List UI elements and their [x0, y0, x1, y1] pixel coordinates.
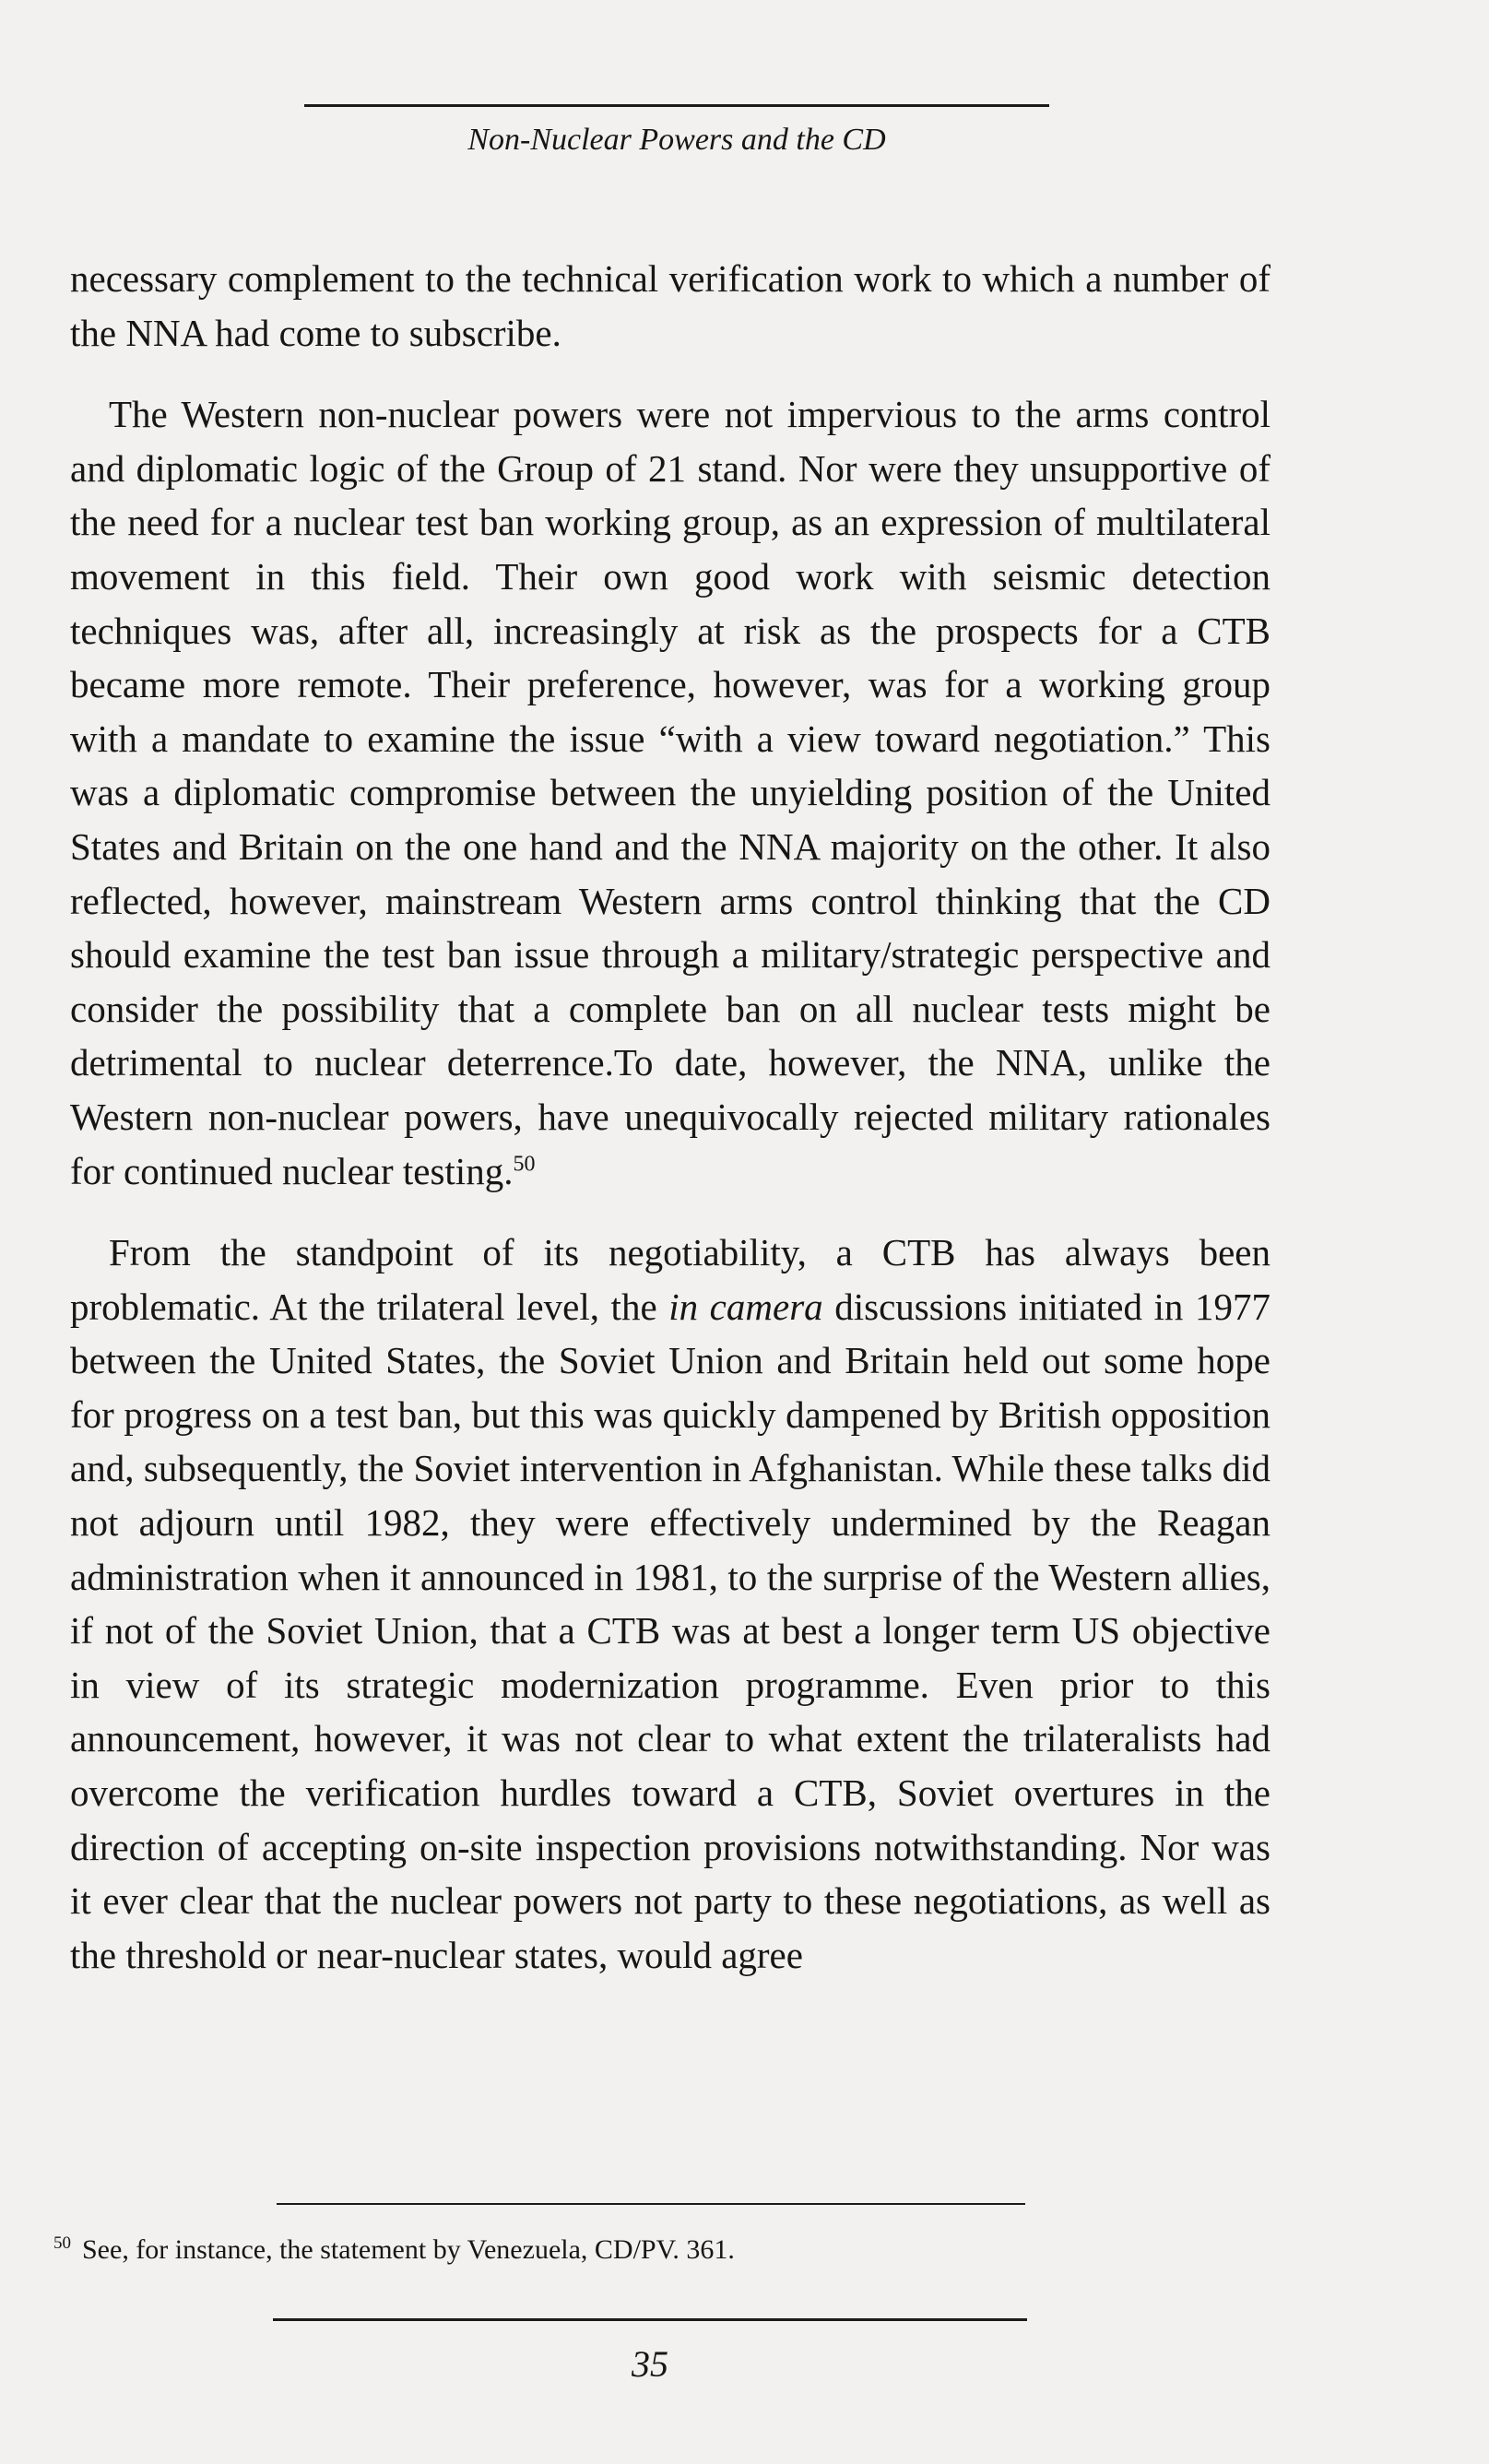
paragraph-1 [70, 252, 1270, 360]
paragraph-2 [70, 387, 1270, 1198]
paragraph-2-text: The Western non-nuclear powers were not impervious to the arms control and diplomatic logic of the Group of 21 stand. Nor were they unsupportive of the need for a nuclear test ban working group, as an expression of multilateral movement in this field. Their own good work with seismic detection techniques was, after all, increasingly at risk as the prospects for a CTB became more remote. Their preference, however, was for a working group with a mandate to examine the issue “with a view toward negotiation.” This was a diplomatic compromise between the unyielding position of the United States and Britain on the one hand and the NNA majority on the other. It also reflected, however, mainstream Western arms control thinking that the CD should examine the test ban issue through a military/strategic perspective and consider the possibility that a complete ban on all nuclear tests might be detrimental to nuclear deterrence.To date, however, the NNA, unlike the Western non-nuclear powers, have unequivocally rejected military rationales for continued nuclear testing. [70, 393, 1270, 1192]
paragraph-3-italic-phrase: in camera [668, 1285, 823, 1328]
footnote-number: 50 [53, 2233, 71, 2253]
footnote-text: See, for instance, the statement by Venezuela, CD/PV. 361. [82, 2234, 735, 2265]
page-number: 35 [632, 2343, 668, 2385]
paragraph-3 [70, 1226, 1270, 1982]
header-rule [304, 104, 1049, 107]
paragraph-3-text-start: From the standpoint of its negotiability, a CTB has always been problematic. At the trilateral level, the [70, 1231, 1270, 1328]
footnote [53, 2232, 1252, 2269]
running-head: Non-Nuclear Powers and the CD [467, 123, 886, 157]
body-text [70, 252, 1270, 1982]
paragraph-1-text: necessary complement to the technical verification work to which a number of the NNA had come to subscribe. [70, 257, 1270, 354]
paragraph-3-text-end: discussions initiated in 1977 between the United States, the Soviet Union and Britain held out some hope for progress on a test ban, but this was quickly dampened by British opposition and, subsequently, the Soviet intervention in Afghanistan. While these talks did not adjourn until 1982, they were effectively undermined by the Reagan administration when it announced in 1981, to the surprise of the Western allies, if not of the Soviet Union, that a CTB was at best a longer term US objective in view of its strategic modernization programme. Even prior to this announcement, however, it was not clear to what extent the trilateralists had overcome the verification hurdles toward a CTB, Soviet overtures in the direction of accepting on-site inspection provisions notwithstanding. Nor was it ever clear that the nuclear powers not party to these negotiations, as well as the threshold or near-nuclear states, would agree [70, 1285, 1271, 1976]
footer-rule [273, 2318, 1027, 2321]
footnote-reference[interactable]: 50 [513, 1151, 536, 1176]
footnote-rule [277, 2203, 1025, 2205]
